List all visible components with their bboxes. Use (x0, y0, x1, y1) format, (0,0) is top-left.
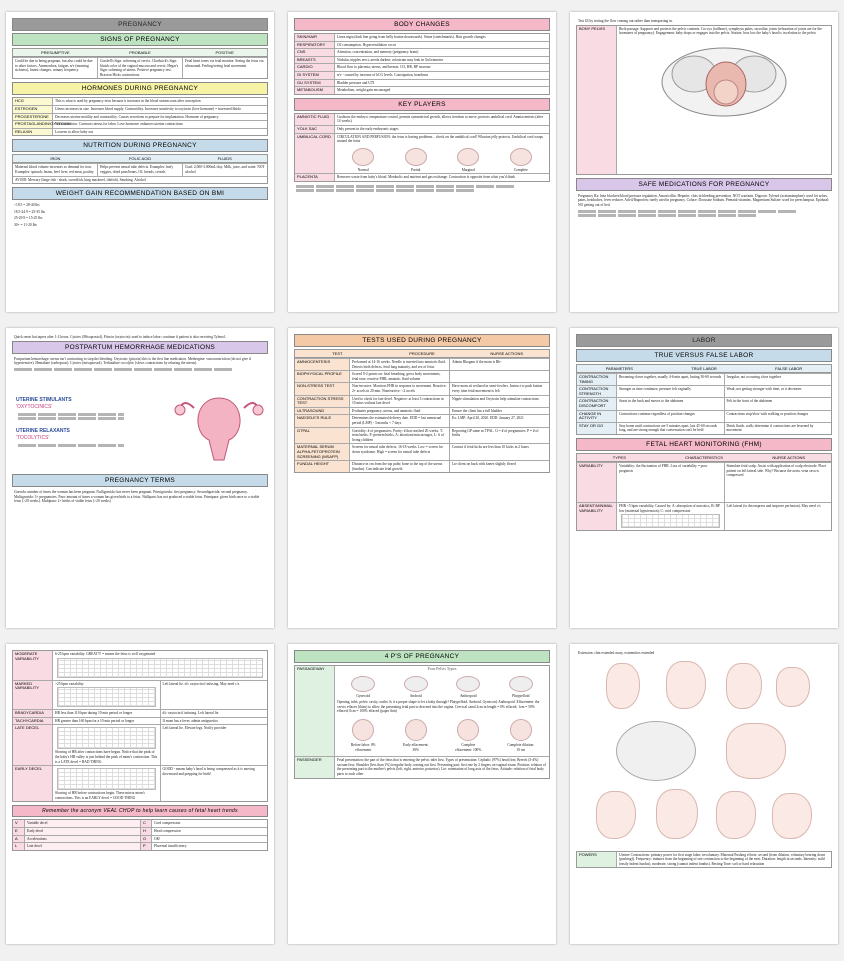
cell: Drink fluids, walk; determine if contractions are lessened by movement (724, 423, 832, 434)
caption: Before labor: 0% effacement (350, 742, 376, 752)
cell: >25 bpm variability (55, 681, 84, 686)
late-decel-graph (57, 727, 156, 749)
list-item: <18.5 = 28-40 lbs (14, 203, 40, 208)
caption: Normal (357, 167, 369, 172)
text-paragraph: Test GI by testing the flow coming out rather than transporting in. (578, 19, 673, 23)
diagram-label: 'TOCOLYTICS' (16, 435, 50, 442)
cell: Felt in the front of the abdomen (724, 398, 832, 409)
cell: CIRCULATION AND PERFUSION: the fetus is having problems... check on the umbilical cord! Wharton jelly protects. Umbilical cord wraps around the fetus (337, 134, 543, 144)
cell: Variable decel (25, 820, 140, 827)
key-players-table (294, 113, 550, 182)
caption: Platypelloid (512, 693, 530, 698)
fetal-position-image (606, 663, 640, 709)
cell: Used to check for late decel. Negative: at least 3 contractions in 10 mins without late decel (352, 396, 444, 406)
placenta-diagrams (337, 146, 547, 173)
caption: Gynecoid (356, 693, 371, 698)
cell: Cord compression (154, 821, 181, 826)
cell: HR less than 110 bpm during 10 min period or longer (55, 711, 133, 716)
cell: Helps prevent neural tube defects. Examples: leafy veggies, dried peas/beans, OJ, breads, cereals (97, 164, 182, 175)
diagram-title: Four Pelvis Types (427, 666, 457, 671)
row-label: AMNIOTIC FLUID (295, 114, 335, 125)
caption: Complete dilation: 10 cm (507, 742, 535, 752)
cell: Distance in cm from the top pubic bone to the top of the uterus (fundus). Can indicate fetal growth (352, 462, 443, 471)
col-header: FLUIDS (217, 156, 232, 162)
section-title: NUTRITION DURING PREGNANCY (12, 139, 268, 152)
cell: Cushions the embryo: temperature control, permits symmetrical growth, allows freedom to move, protects umbilical cord. Amniocentesis (after 14 weeks) (337, 114, 544, 124)
cell: Head compression (154, 828, 181, 833)
row-label: NAEGELE'S RULE (295, 415, 350, 426)
cell: Non-invasive. Monitors FHR in response to movement. Reactive: 2+ accels in 20 min. Nonreactive: <2 accels (352, 384, 447, 393)
section-title: SAFE MEDICATIONS FOR PREGNANCY (576, 178, 832, 191)
col-header: PROCEDURE (409, 351, 435, 356)
cell: Opening, inlet, pelvic cavity, outlet. Is it a proper shape to let a baby through? Platypelloid, Android, Gynecoid, Anthropoid. Effacement: the cervix effaces (thins) to allow the presenting fetal part to descend into the vagina. Cervical canal 2cm in length = 0% effaced; 1cm = 50% effaced; 0cm = 100% effaced (paper thin) (337, 700, 540, 714)
placenta-complete-image (510, 148, 532, 166)
fetal-position-image (726, 663, 762, 709)
cell: d/c oxytocin if infusing. Left lateral lie (160, 710, 268, 717)
text-line (18, 417, 124, 420)
cell: Contractions stop/slow with walking or position changes (724, 411, 832, 422)
cell: Contractions continue regardless of position changes (619, 411, 695, 416)
cell: FHR <5 bpm variability. Caused by: A: absorption of narcotics, B: BP low (maternal hypotension), C: cord compression (619, 503, 720, 513)
row-label: AMNIOCENTESIS (295, 359, 350, 370)
text-line (578, 210, 796, 213)
veal-chop-table (12, 819, 268, 850)
row-label: LATE DECEL (13, 725, 53, 765)
placenta-marginal-image (457, 148, 479, 166)
section-title: WEIGHT GAIN RECOMMENDATION BASED ON BMI (12, 187, 268, 200)
caption: Marginal (461, 167, 475, 172)
row-label: CONTRACTION DISCOMFORT (577, 398, 617, 409)
fetal-position-image (656, 789, 698, 839)
cell: Early decel (25, 828, 140, 835)
cell: Starts in the back and moves to the abdomen (619, 399, 684, 404)
caption: Android (409, 693, 422, 698)
powers-section (576, 851, 832, 869)
caption: Anthropoid (459, 693, 477, 698)
effacement-30-image (405, 719, 427, 741)
cell: HR greater than 160 bpm for a 10 min period or longer (55, 718, 135, 723)
col-header: POSITIVE (215, 50, 234, 55)
fetal-positions-illustration (576, 659, 832, 849)
text-line (296, 189, 475, 192)
section-title: KEY PLAYERS (294, 98, 550, 111)
cell: Left lateral lie. d/c oxytocin if infusing. May need c/s (160, 681, 268, 710)
fhr-strip-graph (621, 514, 720, 528)
letter: H (140, 828, 152, 835)
fetal-position-image (772, 793, 812, 839)
caption: Early effacement: 30% (402, 742, 429, 752)
page-body-changes (288, 12, 556, 312)
cell: Slowing of HR before contractions begin. These mirror mom's contractions. This is an EARLY decel = GOOD THING (55, 791, 145, 800)
cell: Scored 0-2 points on: fetal breathing, gross body movements, fetal tone, reactive FHR, amniotic fluid volume (352, 372, 441, 381)
cell: Could be due to being pregnant, but also could be due to other factors. Amenorrhea, fatigue, n/v (morning sickness), breast changes, urinary frequency (15, 59, 93, 73)
col-header: IRON (50, 156, 61, 162)
cell: Performed at 14-16 weeks. Needle is inserted into amniotic fluid. Detects birth defects, fetal lung maturity, and sex of fetus (352, 360, 446, 369)
page-medications (6, 328, 274, 628)
section-title: PREGNANCY TERMS (12, 474, 268, 487)
page-title: BODY CHANGES (294, 18, 550, 31)
cell: Uterus increases in size. Increases blood supply. Contractility. Increases sensitivity to oxytocin (love hormone) = increased libido (55, 106, 241, 111)
page-title: LABOR (576, 334, 832, 347)
list-item: 18.5-24.9 = 25-35 lbs (14, 209, 46, 214)
row-label: CARDIO (295, 64, 335, 71)
col-header: TYPES (612, 454, 626, 460)
dilation-10-image (510, 719, 532, 741)
signs-table (12, 48, 268, 79)
fetal-position-image (596, 791, 636, 839)
caption: Complete (513, 167, 528, 172)
cell: Linea nigra (dark line going from belly button downwards). Striae (stretchmarks). Hair growth changes (337, 35, 486, 39)
cell: Loosens to allow baby out (55, 129, 93, 134)
fhm-table (576, 453, 832, 531)
row-label: GU SYSTEM (295, 80, 335, 87)
cell: Vasoconstrictor. Contracts uterus for labor. Love hormone: enhances uterine contractions (55, 122, 183, 127)
effacement-0-image (352, 719, 374, 741)
cell: Determines the estimated delivery date. EDD = last menstrual period (LMP) - 3 months + 7 days (352, 416, 442, 425)
early-decel-graph (57, 768, 156, 790)
cell: Late decel (25, 843, 140, 850)
pelvis-types-diagram (337, 674, 547, 699)
row-label: YOLK SAC (295, 126, 335, 133)
cell: Fetal presentation: the part of the fetus that is entering the pelvic inlet first. Types of presentation: Cephalic (97%) head first; Breech (3-4%) sacrum first; Shoulder (less than 1%) irregular body coming out first. Presenting part: first one by 2 fingers on vaginal exam. Position: relation of the presenting part to the mother's pelvis (left, right, anterior, posterior). Lie: orientation of long axis of the fetus. Attitude: relation of fetal body parts to each other (337, 758, 546, 776)
bony-pelvis-section (576, 25, 832, 175)
cell: O2 consumption. Hyperventilation occur (337, 42, 396, 47)
diagram-label: 'OXYTOCINICS' (16, 404, 53, 411)
nutrition-table (12, 154, 268, 184)
cell: Stronger as time continues; pressure felt vaginally (619, 387, 692, 392)
letter: C (140, 820, 152, 827)
row-label: CHANGE IN ACTIVITY (577, 411, 617, 422)
row-label: MATERNAL SERUM ALPHA-FETOPROTEIN SCREENING (MSAFP) (295, 444, 350, 460)
row-label: PLACENTA (295, 174, 335, 181)
pelvis-image (616, 721, 696, 781)
row-label: MODERATE VARIABILITY (13, 651, 53, 680)
row-label: BONY PELVIS (577, 26, 617, 174)
page-tests (288, 328, 556, 628)
cell: Ex: LMP: April 20, 2020. EDD: January 27, 2021 (449, 415, 549, 426)
cell: Weak, not getting stronger with time, or it decreases (724, 386, 832, 397)
cell: If mom has a fever, admin antipyretics (160, 718, 268, 725)
row-label: UMBILICAL CORD (295, 134, 335, 174)
four-ps-table (294, 665, 550, 779)
page-title: TESTS USED DURING PREGNANCY (294, 334, 550, 347)
col-header: FOLIC ACID (128, 156, 152, 162)
cell: Goodell's Sign: softening of cervix. Chadwick's Sign: bluish color of the vaginal mucosa and cervix. Hegar's Sign: softening of uterus. Positive pregnancy test. Braxton Hicks contractions. (97, 58, 182, 78)
true-false-labor-table (576, 364, 832, 435)
row-label: VARIABILITY (577, 463, 617, 502)
fhr-strip-graph (57, 658, 263, 678)
effacement-100-image (457, 719, 479, 741)
page-title: 4 P'S OF PREGNANCY (294, 650, 550, 663)
cell: Metabolism, weight gain encouraged (337, 88, 391, 93)
cell: Slowing of HR after contractions have begun. Notice that the peak of the baby's HR valley is just behind the peak of mom's contraction. This is a LATE decel = BAD THING (55, 750, 158, 764)
cell: Stay home until contractions are 5 minutes apart, last 45-60 seconds long, and are strong enough that conversation can't be held (619, 423, 717, 433)
text-paragraph: Quick onset but tapers after 1-2 hours. Cytotec (Misoprostol), Pitocin (oxytocin): used to induce labor; continue if patient is also receiving Tylenol. (14, 335, 226, 339)
row-label: HCG (13, 98, 53, 105)
page-title: PREGNANCY (12, 18, 268, 31)
page-4ps (288, 644, 556, 944)
section-title: FETAL HEART MONITORING (FHM) (576, 438, 832, 451)
letter: P (140, 843, 152, 850)
row-label: GTPAL (295, 428, 350, 444)
row-label: CNS (295, 49, 335, 56)
row-label: STAY OR GO (577, 423, 617, 434)
letter: O (140, 836, 152, 843)
section-title: SIGNS OF PREGNANCY (12, 33, 268, 46)
pelvis-anthropoid-image (456, 676, 480, 692)
text-line (18, 444, 124, 447)
cell: Removes waste from baby's blood. Metabolic and nutrient and gas exchange. Contraction is opposite from what you'd think (337, 175, 516, 180)
diagram-label: UTERINE RELAXANTS (16, 428, 70, 435)
cell: 6-25 bpm variability. GREAT!!! = means the fetus is well oxygenated (55, 652, 156, 656)
row-label: CONTRACTION STRENGTH (577, 386, 617, 397)
row-label: TACHYCARDIA (13, 718, 53, 725)
col-header: NURSE ACTIONS (772, 454, 806, 460)
cell: Goal: 2,000-3,000mL/day. Milk, juice, and water. NOT alcohol (182, 164, 267, 175)
section-title: TRUE VERSUS FALSE LABOR (576, 349, 832, 362)
cell: This is what is used by pregnancy tests because it increases in the blood stream soon after conception (55, 99, 201, 104)
placenta-partial-image (405, 148, 427, 166)
col-header: PARAMETERS (605, 366, 633, 371)
cell: Left lateral lie. Elevate legs. Notify provider (160, 725, 268, 765)
row-label: BIOPHYSICAL PROFILE (295, 371, 350, 382)
text-line (296, 185, 514, 188)
text-paragraph: Postpartum hemorrhage: uterus isn't contracting to stop the bleeding. Oxytocin: (pitocin) this is the first line medication. Methergine: vasoconstriction (do not give if hypertensive). Hemabate (carboprost). Cytotec (misoprostol). Terbutaline: tocolytic (slows contractions by relaxing the uterus). (14, 356, 252, 366)
row-label: CONTRACTION STRESS TEST (295, 396, 350, 407)
page-powers (570, 644, 838, 944)
row-label: BRADYCARDIA (13, 710, 53, 717)
effacement-diagram (337, 717, 547, 752)
row-label: BREASTS (295, 57, 335, 64)
row-label: SKIN/HAIR (295, 34, 335, 41)
cell: Fetal heart tones via fetal monitor. Seeing the fetus via ultrasound. Feeling/seeing fetal movement (182, 58, 267, 78)
pelvis-gynecoid-image (351, 676, 375, 692)
pelvis-platypelloid-image (509, 676, 533, 692)
text-line (18, 413, 124, 416)
cell: Stimulate fetal scalp. Assist with application of scalp electrode. Place patient on left lateral side. Why? Because the aorta, vena cava is compressed (724, 463, 832, 502)
pelvis-illustration (654, 42, 794, 122)
row-label: PROGESTERONE (13, 114, 53, 121)
cell: Variability: the fluctuation of FHR. Loss of variability = poor prognosis (619, 463, 708, 473)
row-label: CONTRACTION TIMING (577, 374, 617, 385)
cell: Gravidity: # of pregnancies. Parity: # that reached 20 weeks. T: term births, P: preterm births, A: abortions/miscarriages, L: # of living children (352, 428, 444, 442)
cell: Only present in the early embryonic stages (337, 126, 399, 131)
cell: Decreases uterine motility and contractility. Causes secretions to prepare for implantation. Hormone of pregnancy (55, 114, 219, 119)
letter: E (13, 828, 25, 835)
text-paragraph: Extension: chin extended away, extremities extended (578, 651, 655, 655)
row-label: MARKED VARIABILITY (13, 681, 53, 710)
cell: Bladder pressure and UTI (337, 80, 375, 85)
section-title: Remember the acronym VEAL CHOP to help learn causes of fetal heart trends (12, 805, 268, 817)
fetal-position-image (726, 723, 786, 779)
cell: Birth passage. Supports and protects the pelvic contents. Coccyx (tailbone), symphysis pubis, sacroiliac joints (relaxation of joints are for the hormones of pregnancy). Engagement: baby drops or engages into the pelvis. Station: how low the baby's head is in relation to the pelvis (619, 26, 822, 36)
col-header: PROBABLE (129, 50, 151, 55)
fetal-position-image (716, 791, 756, 839)
col-header: NURSE ACTIONS (490, 351, 524, 356)
cell: Placental insufficiency (154, 844, 187, 849)
page-pregnancy (6, 12, 274, 312)
fhr-strip-graph (57, 687, 156, 707)
row-label: PASSENGER (295, 757, 335, 777)
cell: Nipple stimulation and Oxytocin help stimulate contractions (449, 396, 549, 407)
cell: Maternal blood volume increases so demand for iron. Examples: spinach, beans, beef liver, red meat, poultry (15, 165, 94, 174)
pelvis-android-image (404, 676, 428, 692)
cell: Irregular, not occurring close together (724, 374, 832, 385)
page-labor (570, 328, 838, 628)
text-line (578, 214, 757, 217)
row-label: PROSTAGLANDIN/OXYTOCIN (15, 121, 71, 127)
row-label: NON-STRESS TEST (295, 383, 350, 394)
cell: Left lateral (to decompress and improve perfusion). May need c/s (724, 503, 832, 530)
letter: A (13, 836, 25, 843)
row-label: ABSENT/MINIMAL VARIABILITY (577, 503, 617, 530)
row-label: EARLY DECEL (13, 766, 53, 801)
cell: Have mom sit reclined in semi-fowlers. Instruct to push button every time fetal movement is felt (449, 383, 549, 394)
diagram-label: UTERINE STIMULANTS (16, 397, 72, 404)
page-bony-pelvis (570, 12, 838, 312)
cell: Lie client on back with knees slightly flexed (449, 461, 549, 472)
placenta-normal-image (352, 148, 374, 166)
col-header: TEST (332, 351, 343, 356)
cell: Ensure the client has a full bladder (449, 408, 549, 415)
section-title: POSTPARTUM HEMORRHAGE MEDICATIONS (12, 341, 268, 354)
cell: Nodular, nipples erect, areola darken; colostrum may leak in 3rd trimester (337, 57, 444, 62)
cell (449, 371, 549, 382)
letter: L (13, 843, 25, 850)
body-changes-table (294, 33, 550, 95)
row-label: ULTRASOUND (295, 408, 350, 415)
caption: Complete effacement: 100% (455, 742, 482, 752)
row-label: GI SYSTEM (295, 72, 335, 79)
cell: Contact if fetal kicks are less than 10 kicks in 2 hours (449, 444, 549, 460)
row-label: RESPIRATORY (295, 42, 335, 49)
col-header: CHARACTERISTICS (685, 454, 723, 460)
cell: Admin Rhogam if the mom is Rh- (449, 359, 549, 370)
text-paragraph: Pregnancy Rx: beta blockers/blood pressure regulation. Amoxicillin. Heparin: clots in bleeding prevention. NOT warfarin. Digoxin. Tylenol (acetaminophen): used for aches, pains, headaches, fever reducer. Advil/Ibuprofen: rarely used in pregnancy. Colace: Docusate Sodium. Prenatal vitamins. Magnesium Sulfate: used for preeclampsia. Epidural: NO getting out of bed. (578, 193, 830, 207)
caption: Partial (411, 167, 421, 172)
cell: AVOID: Mercury (large fish - shark, swordfish, king mackerel, tilefish). Smoking. Alcohol (15, 177, 146, 182)
cell: Uterine Contractions: primary power for first stage labor; involuntary. Maternal Pushing efforts: second (from dilation, voluntary bearing down (pushing)). Frequency: minutes from the beginning of one contraction to the beginning of the next. Duration: length in seconds. Intensity: mild (easily indent fundus), moderate, strong (cannot indent fundus). Resting Tone: soft or hard relaxation (619, 852, 826, 866)
cell: Blood flow to placenta, uterus, and breasts. CO, HR, BP increase (337, 65, 431, 70)
cell: Accelerations (25, 836, 140, 843)
row-label: ESTROGEN (13, 106, 53, 113)
fetal-position-image (666, 661, 706, 709)
text-line (14, 368, 232, 371)
list-item: 25-29.9 = 15-25 lbs (14, 216, 43, 221)
hormones-table (12, 97, 268, 136)
cell: Evaluates pregnancy, uterus, and amniotic fluid (352, 408, 421, 413)
text-paragraph: Gravida: number of times the woman has been pregnant. Nulligravida: has never been pregnant. Primigravida: first pregnancy. Secundigravida: second pregnancy. Multigravida: 3+ pregnancies. Para: amount of times a woman has given birth to a fetus. Nullipara: has not produced a viable fetus. Primipara: given birth once to a viable fetus (>20 weeks). Multipara: 2+ births of viable fetus (>20 weeks) (14, 490, 260, 504)
cell: Reporting GP same as TPAL. G = # of pregnancies. P = # of births (449, 428, 549, 444)
fetal-position-image (776, 667, 810, 707)
col-header: PRESUMPTIVE (41, 50, 70, 55)
letter: V (13, 820, 25, 827)
cell: OK! (154, 836, 161, 841)
col-header: TRUE LABOR (691, 366, 717, 371)
cell: Becoming closer together, usually 4-6 min apart, lasting 30-60 seconds (619, 375, 722, 379)
uterus-illustration (174, 378, 264, 468)
page-fhr-patterns (6, 644, 274, 944)
row-label: POWERS (577, 852, 617, 868)
row-label: METABOLISM (295, 87, 335, 94)
cell: Screens for neural tube defects. 16-18 weeks. Low = screen for down syndrome. High = screen for neural tube defects (352, 445, 443, 454)
row-label: FUNDAL HEIGHT (295, 461, 350, 472)
row-label: RELAXIN (13, 129, 53, 136)
fhr-patterns-table (12, 650, 268, 802)
uterine-drugs-diagram (16, 375, 264, 470)
tests-table (294, 349, 550, 473)
row-label: PASSAGEWAY (295, 666, 335, 756)
col-header: FALSE LABOR (775, 366, 803, 371)
cell: GOOD - means baby's head is being compressed as it is moving downward and prepping for birth! (160, 766, 268, 801)
section-title: HORMONES DURING PREGNANCY (12, 82, 268, 95)
cell: n/v - caused by increase of hCG levels. Constipation, heartburn (337, 72, 429, 77)
cell: Attention, concentration, and memory (pregnancy brain) (337, 50, 419, 55)
list-item: 30+ = 11-20 lbs (14, 222, 37, 227)
